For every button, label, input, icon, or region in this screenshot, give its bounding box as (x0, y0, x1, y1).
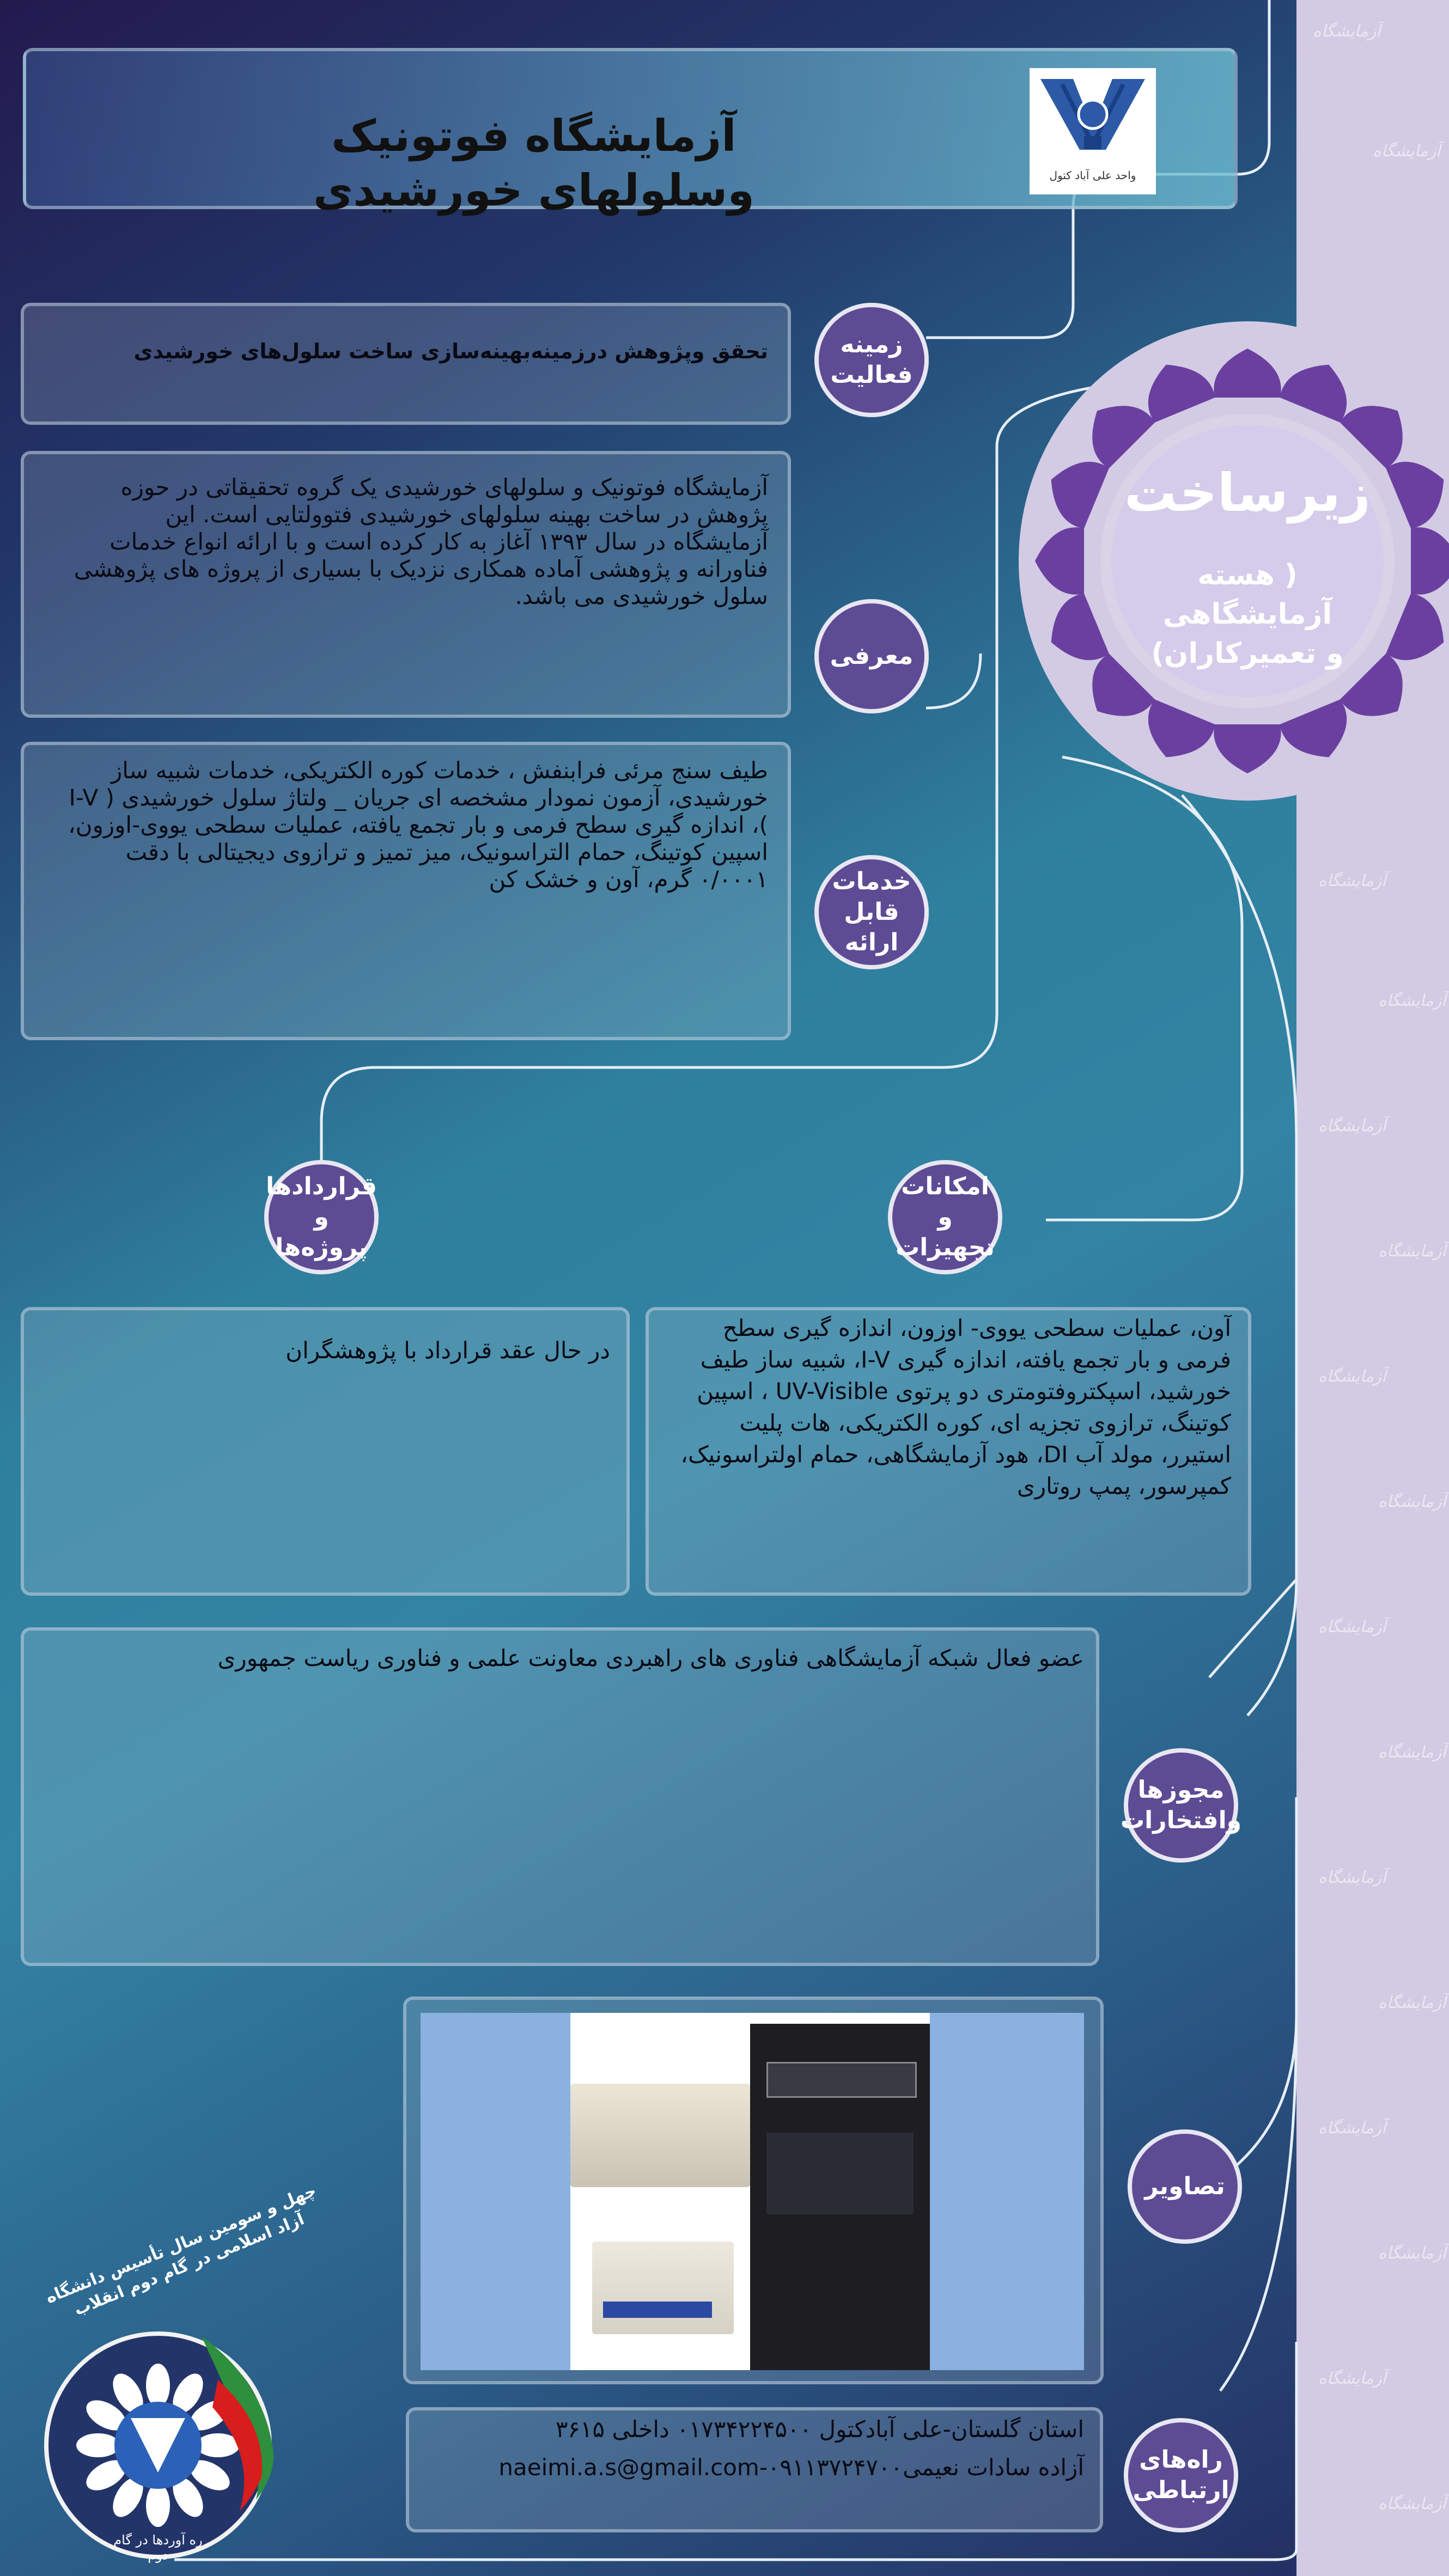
contracts-circle (264, 1160, 379, 1274)
contact-label: راه‌های ارتباطی (1133, 2446, 1229, 2504)
emblem-petal (146, 2364, 170, 2407)
field-circle (814, 303, 929, 417)
device-panel (766, 2133, 914, 2214)
emblem-bottom-text: ره آوردها در گام دوم (113, 2532, 203, 2563)
contracts-text: در حال عقد قرارداد با پژوهشگران (285, 1337, 610, 1364)
watermark-text: آزمایشگاه (1318, 1116, 1386, 1136)
watermark-text: آزمایشگاه (1378, 2244, 1446, 2263)
device-strip (603, 2302, 712, 2318)
university-logo (1030, 68, 1156, 194)
anniversary-emblem (22, 2181, 349, 2563)
licenses-text: عضو فعال شبکه آزمایشگاهی فناوری های راهبردی معاونت علمی و فناوری ریاست جمهوری (217, 1645, 1084, 1671)
licenses-circle (1120, 1748, 1242, 1863)
services-label: خدمات قابل ارائه (832, 868, 911, 956)
equipment-circle (888, 1160, 1002, 1274)
watermark-text: آزمایشگاه (1318, 1617, 1386, 1637)
emblem-petal (146, 2483, 170, 2527)
badge-title: زیرساخت (1124, 462, 1371, 523)
licenses-panel (21, 1627, 1099, 1966)
contact-circle (1124, 2418, 1238, 2532)
watermark-text: آزمایشگاه (1378, 1242, 1446, 1261)
equipment-text: آون، عملیات سطحی یووی- اوزون، اندازه گیری سطح فرمی و بار تجمع یافته، اندازه گیری I-V، شبیه ساز طیف خورشید، اسپکتروفتومتری دو پرتوی UV-Visible ، اسپین کوتینگ، ترازوی تجزیه ای، کوره الکتریکی، هات پلیت استیرر، مولد آب DI، هود آزمایشگاهی، حمام اولتراسونیک، کمپرسور، پمپ روتاری (680, 1315, 1231, 1499)
services-text: طیف سنج مرئی فرابنفش ، خدمات کوره الکتریکی، خدمات شبیه ساز خورشیدی، آزمون نمودار مشخصه ای جریان _ ولتاژ سلول خورشیدی ( I-V )، اندازه گیری سطح فرمی و بار تجمع یافته، عملیات سطحی یووی-اوزون، اسپین کوتینگ، حمام التراسونیک، میز تمیز و ترازوی دیجیتالی با دقت ۰/۰۰۰۱ گرم، آون و خشک کن (68, 757, 768, 893)
contact-email: آزاده سادات نعیمی۰۹۱۱۳۷۲۴۷۰۰-naeimi.a.s@gmail.com (498, 2454, 1084, 2481)
photo (570, 2013, 930, 2370)
watermark-text: آزمایشگاه (1378, 991, 1446, 1010)
solar-simulator-device (750, 2024, 930, 2370)
watermark-text: آزمایشگاه (1378, 1743, 1446, 1762)
power-unit-device (592, 2242, 734, 2334)
contracts-label: قراردادها و پروژه‌ها (266, 1173, 377, 1261)
emblem-petal (76, 2433, 120, 2457)
badge-subtitle: ( هسته آزمایشگاهی و تعمیرکاران) (1151, 559, 1344, 670)
spectrophotometer-device (570, 2084, 750, 2187)
logo-caption: واحد علی آباد کتول (1049, 169, 1136, 182)
intro-circle (814, 599, 929, 713)
field-text: تحقق وپژوهش درزمینه‌بهینه‌سازی ساخت سلول‌های خورشیدی (133, 339, 768, 363)
control-panel (766, 2062, 917, 2098)
watermark-text: آزمایشگاه (1373, 142, 1441, 161)
photo-frame (421, 2013, 1084, 2370)
services-circle (814, 855, 929, 969)
images-circle (1128, 2129, 1242, 2244)
watermark-text: آزمایشگاه (1318, 1367, 1386, 1386)
watermark-text: آزمایشگاه (1313, 22, 1381, 41)
watermark-text: آزمایشگاه (1318, 871, 1386, 890)
intro-label: معرفی (830, 642, 914, 670)
equipment-label: امکانات و تجهیزات (896, 1173, 995, 1261)
watermark-text: آزمایشگاه (1318, 2369, 1386, 2388)
watermark-text: آزمایشگاه (1378, 1993, 1446, 2012)
licenses-label: مجوزها وافتخارات (1120, 1776, 1242, 1834)
watermark-text: آزمایشگاه (1318, 2119, 1386, 2138)
field-label: زمینه فعالیت (830, 331, 913, 389)
watermark-text: آزمایشگاه (1318, 1868, 1386, 1887)
page-title: آزمایشگاه فوتونیک وسلولهای خورشیدی (313, 111, 754, 216)
images-label: تصاویر (1144, 2172, 1225, 2200)
intro-text: آزمایشگاه فوتونیک و سلولهای خورشیدی یک گروه تحقیقاتی در حوزه پژوهش در ساخت بهینه سلولهای خورشیدی فتوولتایی است. این آزمایشگاه در سال ۱۳۹۳ آغاز به کار کرده است و با ارائه انواع خدمات فناورانه و پژوهشی آماده همکاری نزدیک با بسیاری از پروژه های پژوهشی سلول خورشیدی می باشد. (74, 474, 768, 609)
watermark-text: آزمایشگاه (1378, 2494, 1446, 2513)
contact-address: استان گلستان-علی آبادکتول ۰۱۷۳۴۲۲۴۵۰۰ داخلی ۳۶۱۵ (555, 2416, 1084, 2443)
watermark-text: آزمایشگاه (1378, 1492, 1446, 1511)
emblem-ring-text: چهل و سومین سال تأسیس دانشگاه آزاد اسلامی در گام دوم انقلاب (42, 2181, 319, 2320)
